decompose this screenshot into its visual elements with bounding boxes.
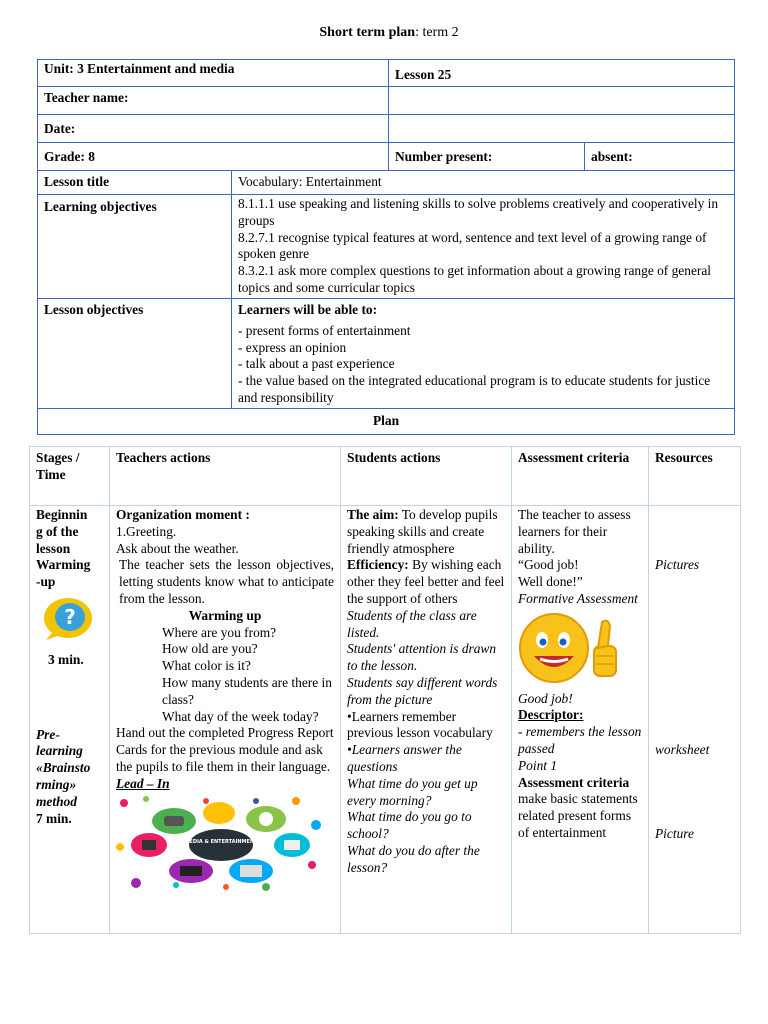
plan-table [29,446,741,934]
good-job-caption: Good job! [518,690,573,706]
stage-line: learning [36,743,83,759]
resource-item: Pictures [655,557,700,572]
student-bullet: •Learners remember previous lesson vocabulary [347,708,493,741]
learning-objective: 8.2.7.1 recognise typical features at word, sentence and text level of a growing range of spoken genre [238,229,707,262]
assessment-criteria-heading: Assessment criteria [518,774,630,790]
students-actions-cell [341,506,512,934]
student-question: What time do you get up every morning? [347,775,478,808]
stage-line: «Brainsto [36,760,91,776]
warm-question: How many students are there in class? [162,674,332,707]
lesson-title-value: Vocabulary: Entertainment [232,171,735,195]
aim: The aim: To develop pupils speaking skills and create friendly atmosphere [347,507,498,556]
student-note: Students' attention is drawn to the lesson. [347,641,497,674]
stages-cell [30,506,110,934]
stage-time: 7 min. [36,810,72,826]
plan-heading: Plan [38,408,735,434]
warm-question: Where are you from? [162,624,277,640]
warm-question: What day of the week today? [162,708,319,724]
warm-question: How old are you? [162,641,258,657]
formative-assessment: Formative Assessment [518,590,638,606]
lesson-objective: - the value based on the integrated educational program is to educate students for justice and responsibility [238,373,711,405]
resource-item: Picture [655,825,694,841]
stage-line: method [36,793,77,809]
col-header-stages: Stages / Time [30,447,110,506]
date-cell: Date: [38,115,389,143]
org-moment: Organization moment : [116,507,250,522]
weather: Ask about the weather. [116,540,239,556]
descriptor-heading: Descriptor: [518,707,584,723]
col-header-teachers: Teachers actions [110,447,341,506]
lesson-cell: Lesson 25 [389,60,735,87]
lesson-objective: - express an opinion [238,339,347,355]
hand-out: Hand out the completed Progress Report Cards for the previous module and ask the pupils to file them in their language. [116,725,334,774]
good-job-quote: “Good job! [518,557,579,573]
descriptor-item: - remembers the lesson passed [518,724,642,756]
lesson-objectives [232,299,735,409]
student-note: Students say different words from the picture [347,674,498,707]
grade-cell: Grade: 8 [38,143,389,171]
learning-objectives-label: Learning objectives [38,195,232,299]
sets-objectives: The teacher sets the lesson objectives, letting students know what to anticipate from the lesson. [119,557,334,606]
lesson-objective: - present forms of entertainment [238,322,411,338]
descriptor-point: Point 1 [518,757,558,773]
learning-objectives [232,195,735,299]
col-header-assessment: Assessment criteria [512,447,649,506]
question-bubble-icon [42,595,94,641]
assessment-criteria-text: make basic statements related present forms of entertainment [518,791,638,840]
greeting: 1.Greeting. [116,523,177,539]
assessment-intro: The teacher to assess learners for their ability. [518,507,631,556]
stage-time: 3 min. [48,651,84,667]
student-bullet: •Learners answer the questions [347,742,462,774]
col-header-students: Students actions [341,447,512,506]
student-question: What do you do after the lesson? [347,842,480,875]
mindmap-label: MEDIA & ENTERTAINMENT [184,838,258,845]
stage-line: rming» [36,776,77,792]
stage-line: Warming [36,557,91,573]
date-value [389,115,735,143]
svg-text:?: ? [64,604,76,629]
learning-objective: 8.1.1.1 use speaking and listening skills to solve problems creatively and cooperatively in groups [238,196,719,228]
learning-objective: 8.3.2.1 ask more complex questions to get information about a growing range of general topics and some curricular topics [238,263,712,295]
lesson-objective: - talk about a past experience [238,356,395,372]
warm-question: What color is it? [162,658,251,674]
learners-able-heading: Learners will be able to: [238,302,378,317]
stage-line: -up [36,574,56,590]
well-done: Well done!” [518,574,583,590]
student-question: What time do you go to school? [347,809,472,842]
warming-up-heading: Warming up [188,607,262,623]
lead-in: Lead – In [116,775,170,791]
student-note: Students of the class are listed. [347,607,477,640]
stage-line: g of the [36,523,79,539]
col-header-resources: Resources [649,447,741,506]
efficiency: Efficiency: By wishing each other they feel better and feel the support of others [347,557,505,606]
stage-line: Beginnin [36,507,88,522]
document-title: Short term plan: term 2 [319,25,459,40]
stage-line: lesson [36,540,71,556]
lesson-objectives-label: Lesson objectives [38,299,232,409]
resources-cell [649,506,741,934]
teacher-name-value [389,87,735,115]
media-entertainment-mindmap [116,795,326,891]
number-present-cell: Number present: [389,143,585,171]
teacher-actions-cell [110,506,341,934]
teacher-name-cell: Teacher name: [38,87,389,115]
stage-line: Pre- [36,726,60,742]
assessment-cell [512,506,649,934]
thumbs-up-smiley-icon [518,612,626,684]
lesson-title-label: Lesson title [38,171,232,195]
resource-item: worksheet [655,741,710,757]
unit-cell: Unit: 3 Entertainment and media [38,60,389,87]
absent-cell: absent: [585,143,735,171]
header-table [37,59,735,435]
